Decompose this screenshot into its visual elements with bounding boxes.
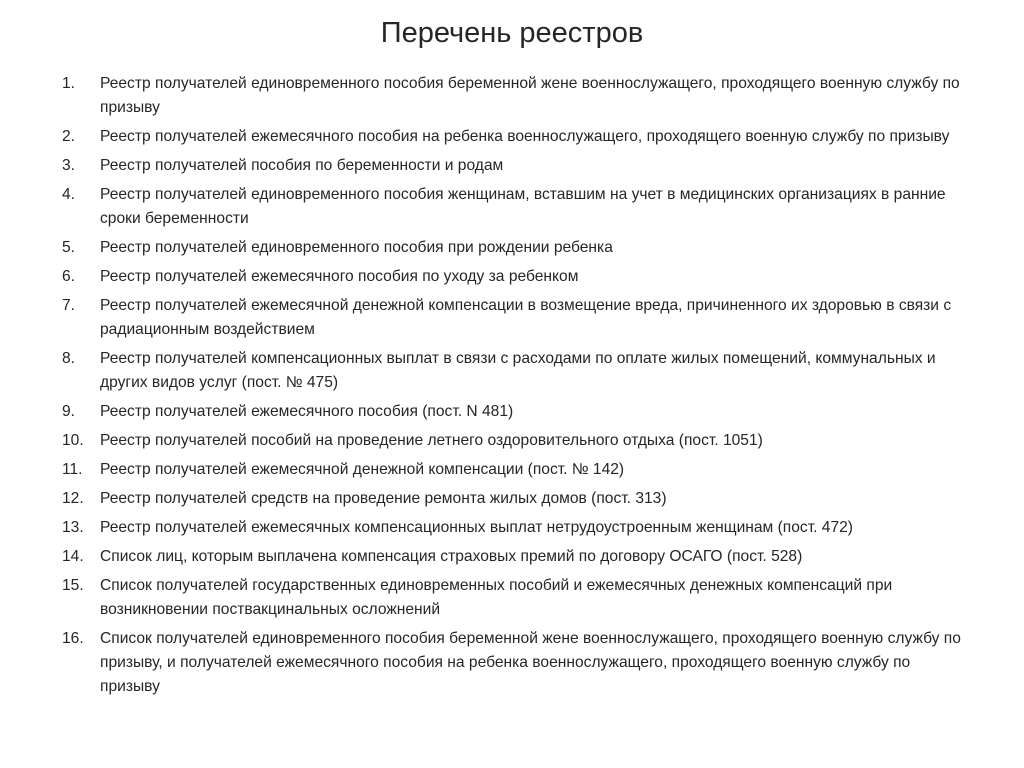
item-number: 6. [62, 268, 76, 285]
list-item [62, 574, 962, 622]
list-item [62, 545, 962, 569]
item-number: 4. [62, 186, 76, 203]
list-item [62, 154, 962, 178]
item-text: Реестр получателей единовременного пособия при рождении ребенка [100, 239, 613, 256]
item-number: 16. [62, 630, 84, 647]
item-number: 1. [62, 75, 76, 92]
list-item [62, 125, 962, 149]
item-text: Реестр получателей пособия по беременности и родам [100, 157, 504, 174]
item-text: Список лиц, которым выплачена компенсация страховых премий по договору ОСАГО (пост. 528) [100, 548, 803, 565]
item-number: 5. [62, 239, 76, 256]
page-title: Перечень реестров [380, 17, 644, 49]
item-text: Реестр получателей ежемесячного пособия (пост. N 481) [100, 403, 514, 420]
list-item [62, 458, 962, 482]
list-item [62, 183, 962, 231]
list-item [62, 429, 962, 453]
item-number: 10. [62, 432, 84, 449]
list-item [62, 400, 962, 424]
item-text: Реестр получателей единовременного пособия женщинам, вставшим на учет в медицинских организациях в ранние сроки беременности [100, 186, 946, 227]
list-item [62, 294, 962, 342]
item-text: Реестр получателей единовременного пособия беременной жене военнослужащего, проходящего военную службу по призыву [100, 75, 960, 116]
list-item [62, 265, 962, 289]
item-number: 11. [62, 461, 83, 478]
item-number: 15. [62, 577, 84, 594]
list-item [62, 347, 962, 395]
item-text: Список получателей единовременного пособия беременной жене военнослужащего, проходящего военную службу по призыву, и получателей ежемесячного пособия на ребенка военнослужащего, проходящего военную службу по призыву [100, 630, 961, 695]
item-text: Реестр получателей средств на проведение ремонта жилых домов (пост. 313) [100, 490, 667, 507]
item-text: Реестр получателей ежемесячных компенсационных выплат нетрудоустроенным женщинам (пост. 472) [100, 519, 854, 536]
item-text: Реестр получателей компенсационных выплат в связи с расходами по оплате жилых помещений, коммунальных и других видов услуг (пост. № 475) [100, 350, 936, 391]
item-number: 14. [62, 548, 84, 565]
item-number: 12. [62, 490, 84, 507]
item-number: 13. [62, 519, 84, 536]
item-number: 9. [62, 403, 76, 420]
item-text: Реестр получателей ежемесячного пособия по уходу за ребенком [100, 268, 579, 285]
list-item [62, 487, 962, 511]
item-number: 7. [62, 297, 76, 314]
item-text: Реестр получателей ежемесячной денежной компенсации в возмещение вреда, причиненного их здоровью в связи с радиационным воздействием [100, 297, 952, 338]
item-text: Список получателей государственных единовременных пособий и ежемесячных денежных компенсаций при возникновении поствакцинальных осложнений [100, 577, 893, 618]
item-number: 2. [62, 128, 76, 145]
list-item [62, 72, 962, 120]
list-item [62, 236, 962, 260]
list-item [62, 627, 962, 699]
item-text: Реестр получателей ежемесячной денежной компенсации (пост. № 142) [100, 461, 625, 478]
list-item [62, 516, 962, 540]
registry-list [62, 72, 962, 704]
item-number: 3. [62, 157, 76, 174]
item-text: Реестр получателей пособий на проведение летнего оздоровительного отдыха (пост. 1051) [100, 432, 763, 449]
item-text: Реестр получателей ежемесячного пособия на ребенка военнослужащего, проходящего военную службу по призыву [100, 128, 950, 145]
item-number: 8. [62, 350, 76, 367]
